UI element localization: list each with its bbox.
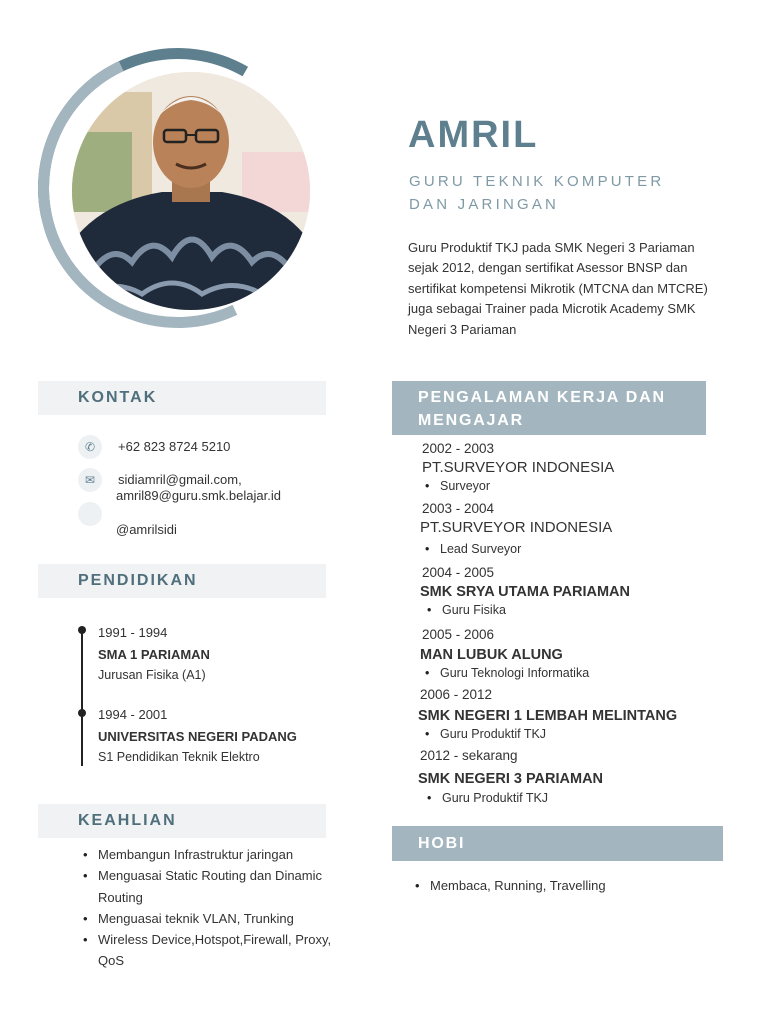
experience-position-list [424,603,506,617]
experience-years: 2006 - 2012 [420,687,493,702]
person-name: AMRIL [408,114,539,156]
hobby-list [412,878,606,893]
experience-section-title-line-1: PENGALAMAN KERJA DAN [418,389,666,406]
job-title [409,170,729,216]
experience-company: SMK NEGERI 3 PARIAMAN [418,771,604,787]
education-detail: S1 Pendidikan Teknik Elektro [98,750,260,764]
contact-email-secondary: amril89@guru.smk.belajar.id [116,488,281,503]
skills-section-header [38,804,326,838]
experience-years: 2002 - 2003 [422,441,495,456]
profile-photo [72,72,310,310]
experience-position-list [424,791,548,805]
education-years: 1994 - 2001 [98,707,168,722]
experience-company: PT.SURVEYOR INDONESIA [422,459,615,476]
experience-position: • Lead Surveyor [422,542,521,556]
experience-position: • Guru Fisika [424,603,506,617]
experience-years: 2012 - sekarang [420,748,518,763]
experience-position: • Surveyor [422,479,490,493]
experience-company: SMK NEGERI 1 LEMBAH MELINTANG [418,708,678,724]
experience-years: 2004 - 2005 [422,565,495,580]
mail-icon: ✉ [78,468,102,492]
hobby-section-title: HOBI [418,835,466,852]
education-years: 1991 - 1994 [98,625,168,640]
education-school: UNIVERSITAS NEGERI PADANG [98,729,297,744]
social-icon [78,502,102,526]
experience-position-list [422,727,546,741]
skills-list [80,844,332,972]
education-section-title: PENDIDIKAN [78,572,198,589]
skills-section-title: KEAHLIAN [78,812,177,829]
education-school: SMA 1 PARIAMAN [98,647,210,662]
experience-position: • Guru Produktif TKJ [422,727,546,741]
skill-item: • Menguasai teknik VLAN, Trunking [80,908,332,929]
experience-section-header [392,381,706,435]
experience-years: 2005 - 2006 [422,627,495,642]
job-title-line-2: DAN JARINGAN [409,196,560,213]
contact-section-header [38,381,326,415]
skill-item: • Membangun Infrastruktur jaringan [80,844,332,865]
profile-summary: Guru Produktif TKJ pada SMK Negeri 3 Pariaman sejak 2012, dengan sertifikat Asessor BNSP dan sertifikat kompetensi Mikrotik (MTCNA dan MTCRE) juga sebagai Trainer pada Microtik Academy SMK Negeri 3 Pariaman [408,240,708,337]
experience-position-list [422,542,521,556]
experience-section-title-line-2: MENGAJAR [418,412,524,429]
skill-item: • Menguasai Static Routing dan Dinamic Routing [80,865,332,908]
contact-social: @amrilsidi [116,522,177,537]
timeline-dot [78,626,86,634]
experience-position: • Guru Teknologi Informatika [422,666,589,680]
experience-position: • Guru Produktif TKJ [424,791,548,805]
experience-years: 2003 - 2004 [422,501,495,516]
education-section-header [38,564,326,598]
education-timeline-line [81,628,83,766]
experience-company: PT.SURVEYOR INDONESIA [420,519,613,536]
phone-icon: ✆ [78,435,102,459]
skill-item: • Wireless Device,Hotspot,Firewall, Proxy, QoS [80,929,332,972]
contact-phone: +62 823 8724 5210 [118,439,231,454]
contact-section-title: KONTAK [78,389,158,406]
experience-company: MAN LUBUK ALUNG [420,647,563,663]
hobby-item: • Membaca, Running, Travelling [412,878,606,893]
experience-company: SMK SRYA UTAMA PARIAMAN [420,584,630,600]
contact-email-primary: sidiamril@gmail.com, [118,472,242,487]
experience-position-list [422,479,490,493]
hobby-section-header [392,826,723,861]
education-detail: Jurusan Fisika (A1) [98,668,206,682]
experience-position-list [422,666,589,680]
timeline-dot [78,709,86,717]
job-title-line-1: GURU TEKNIK KOMPUTER [409,173,665,190]
